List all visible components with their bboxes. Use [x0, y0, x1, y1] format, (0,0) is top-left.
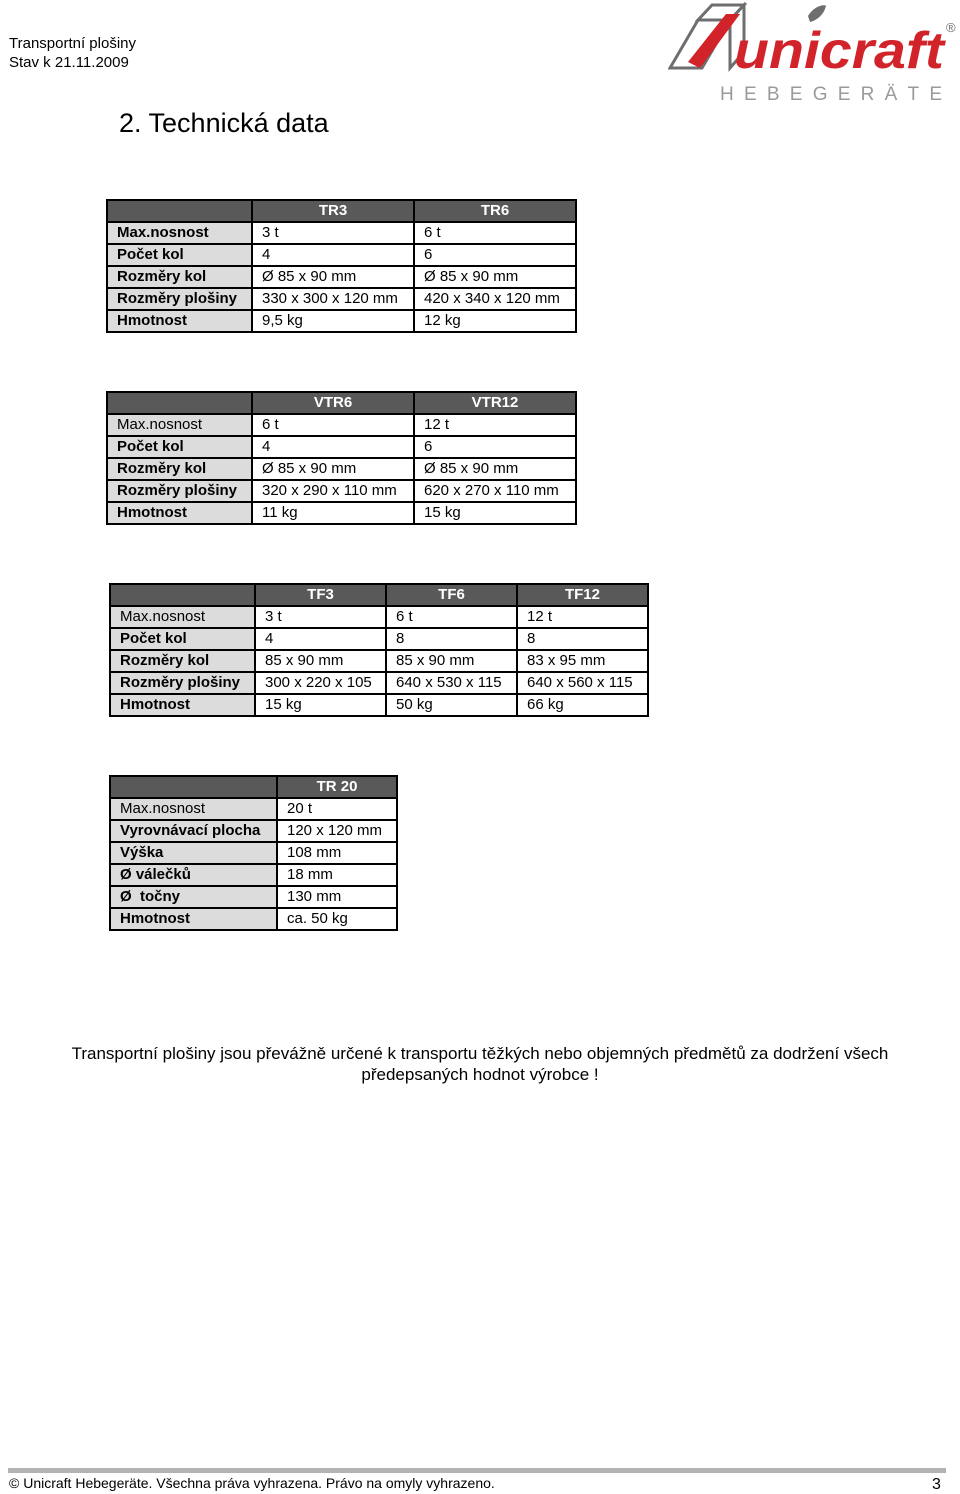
column-header: TR6 — [414, 200, 576, 222]
table-cell: 620 x 270 x 110 mm — [414, 480, 576, 502]
table-cell: 3 t — [252, 222, 414, 244]
unicraft-logo — [668, 2, 958, 102]
table-cell: 11 kg — [252, 502, 414, 524]
row-label: Počet kol — [107, 436, 252, 458]
row-label: Hmotnost — [107, 502, 252, 524]
column-header: TR3 — [252, 200, 414, 222]
table-cell: 8 — [517, 628, 648, 650]
logo-box-icon — [670, 5, 744, 68]
table-cell: Ø 85 x 90 mm — [252, 458, 414, 480]
row-label: Rozměry kol — [107, 266, 252, 288]
table-cell: 4 — [252, 436, 414, 458]
table-header-row — [110, 776, 397, 798]
column-header: VTR12 — [414, 392, 576, 414]
table-cell: 420 x 340 x 120 mm — [414, 288, 576, 310]
row-label: Max.nosnost — [107, 222, 252, 244]
row-label: Hmotnost — [110, 694, 255, 716]
row-label: Výška — [110, 842, 277, 864]
row-label: Rozměry plošiny — [107, 480, 252, 502]
table-cell: 6 t — [414, 222, 576, 244]
table-row — [110, 820, 397, 842]
usage-note — [40, 1043, 920, 1085]
table-cell: 4 — [255, 628, 386, 650]
footer-divider — [8, 1468, 946, 1473]
table-cell: 640 x 530 x 115 — [386, 672, 517, 694]
table-cell: 15 kg — [414, 502, 576, 524]
table-cell: Ø 85 x 90 mm — [414, 458, 576, 480]
table-cell: 6 — [414, 244, 576, 266]
column-header: TF3 — [255, 584, 386, 606]
row-label: Hmotnost — [107, 310, 252, 332]
table-cell: 20 t — [277, 798, 397, 820]
table-row — [110, 798, 397, 820]
table-row — [110, 908, 397, 930]
table-cell: 83 x 95 mm — [517, 650, 648, 672]
usage-note-line: Transportní plošiny jsou převážně určené k transportu těžkých nebo objemných předmětů za dodržení všech — [71, 1044, 889, 1063]
table-cell: 108 mm — [277, 842, 397, 864]
document-date: Stav k 21.11.2009 — [9, 54, 129, 71]
table-cell: 640 x 560 x 115 — [517, 672, 648, 694]
table-row — [107, 414, 576, 436]
logo-brand: unicraft — [734, 22, 947, 80]
table-row — [107, 244, 576, 266]
table-cell: 320 x 290 x 110 mm — [252, 480, 414, 502]
table-cell: ca. 50 kg — [277, 908, 397, 930]
table-cell: 3 t — [255, 606, 386, 628]
table-cell: 8 — [386, 628, 517, 650]
table-row — [110, 672, 648, 694]
spec-table-tr — [106, 199, 577, 333]
table-cell: Ø 85 x 90 mm — [252, 266, 414, 288]
table-row — [107, 436, 576, 458]
row-label: Počet kol — [107, 244, 252, 266]
table-cell: 130 mm — [277, 886, 397, 908]
footer-copyright: © Unicraft Hebegeräte. Všechna práva vyhrazena. Právo na omyly vyhrazeno. — [9, 1475, 495, 1491]
row-label: Rozměry kol — [107, 458, 252, 480]
table-cell: 50 kg — [386, 694, 517, 716]
table-cell: 12 kg — [414, 310, 576, 332]
table-row — [110, 628, 648, 650]
table-cell: Ø 85 x 90 mm — [414, 266, 576, 288]
table-cell: 85 x 90 mm — [255, 650, 386, 672]
logo-tagline: HEBEGERÄTE — [720, 84, 942, 102]
document-title: Transportní plošiny — [9, 35, 137, 52]
table-cell: 300 x 220 x 105 — [255, 672, 386, 694]
row-label: Rozměry plošiny — [107, 288, 252, 310]
spec-table-tr20 — [109, 775, 398, 931]
row-label: Max.nosnost — [107, 414, 252, 436]
registered-mark: ® — [946, 20, 956, 35]
table-corner-cell — [110, 584, 255, 606]
table-header-row — [107, 392, 576, 414]
table-header-row — [107, 200, 576, 222]
spec-table-vtr — [106, 391, 577, 525]
table-row — [110, 842, 397, 864]
spec-table-tf — [109, 583, 649, 717]
table-cell: 330 x 300 x 120 mm — [252, 288, 414, 310]
table-row — [107, 310, 576, 332]
column-header: VTR6 — [252, 392, 414, 414]
table-cell: 6 t — [386, 606, 517, 628]
row-label: Hmotnost — [110, 908, 277, 930]
table-row — [110, 864, 397, 886]
usage-note-line: předepsaných hodnot výrobce ! — [361, 1065, 599, 1084]
table-row — [107, 480, 576, 502]
table-cell: 120 x 120 mm — [277, 820, 397, 842]
table-row — [107, 222, 576, 244]
row-label: Ø točny — [110, 886, 277, 908]
table-cell: 66 kg — [517, 694, 648, 716]
row-label: Max.nosnost — [110, 798, 277, 820]
table-cell: 9,5 kg — [252, 310, 414, 332]
table-cell: 6 t — [252, 414, 414, 436]
table-cell: 6 — [414, 436, 576, 458]
page-title: 2. Technická data — [119, 108, 329, 138]
table-cell: 18 mm — [277, 864, 397, 886]
row-label: Rozměry plošiny — [110, 672, 255, 694]
document-header — [9, 34, 136, 72]
table-cell: 85 x 90 mm — [386, 650, 517, 672]
table-corner-cell — [110, 776, 277, 798]
table-cell: 12 t — [414, 414, 576, 436]
row-label: Max.nosnost — [110, 606, 255, 628]
table-corner-cell — [107, 392, 252, 414]
table-row — [107, 458, 576, 480]
table-row — [107, 266, 576, 288]
table-cell: 15 kg — [255, 694, 386, 716]
column-header: TF6 — [386, 584, 517, 606]
table-cell: 12 t — [517, 606, 648, 628]
table-row — [110, 694, 648, 716]
table-cell: 4 — [252, 244, 414, 266]
row-label: Vyrovnávací plocha — [110, 820, 277, 842]
column-header: TR 20 — [277, 776, 397, 798]
row-label: Ø válečků — [110, 864, 277, 886]
table-row — [107, 288, 576, 310]
leaf-icon — [808, 5, 826, 22]
page-number: 3 — [932, 1476, 941, 1493]
table-row — [110, 886, 397, 908]
table-row — [107, 502, 576, 524]
row-label: Počet kol — [110, 628, 255, 650]
row-label: Rozměry kol — [110, 650, 255, 672]
column-header: TF12 — [517, 584, 648, 606]
table-corner-cell — [107, 200, 252, 222]
table-row — [110, 606, 648, 628]
table-row — [110, 650, 648, 672]
table-header-row — [110, 584, 648, 606]
